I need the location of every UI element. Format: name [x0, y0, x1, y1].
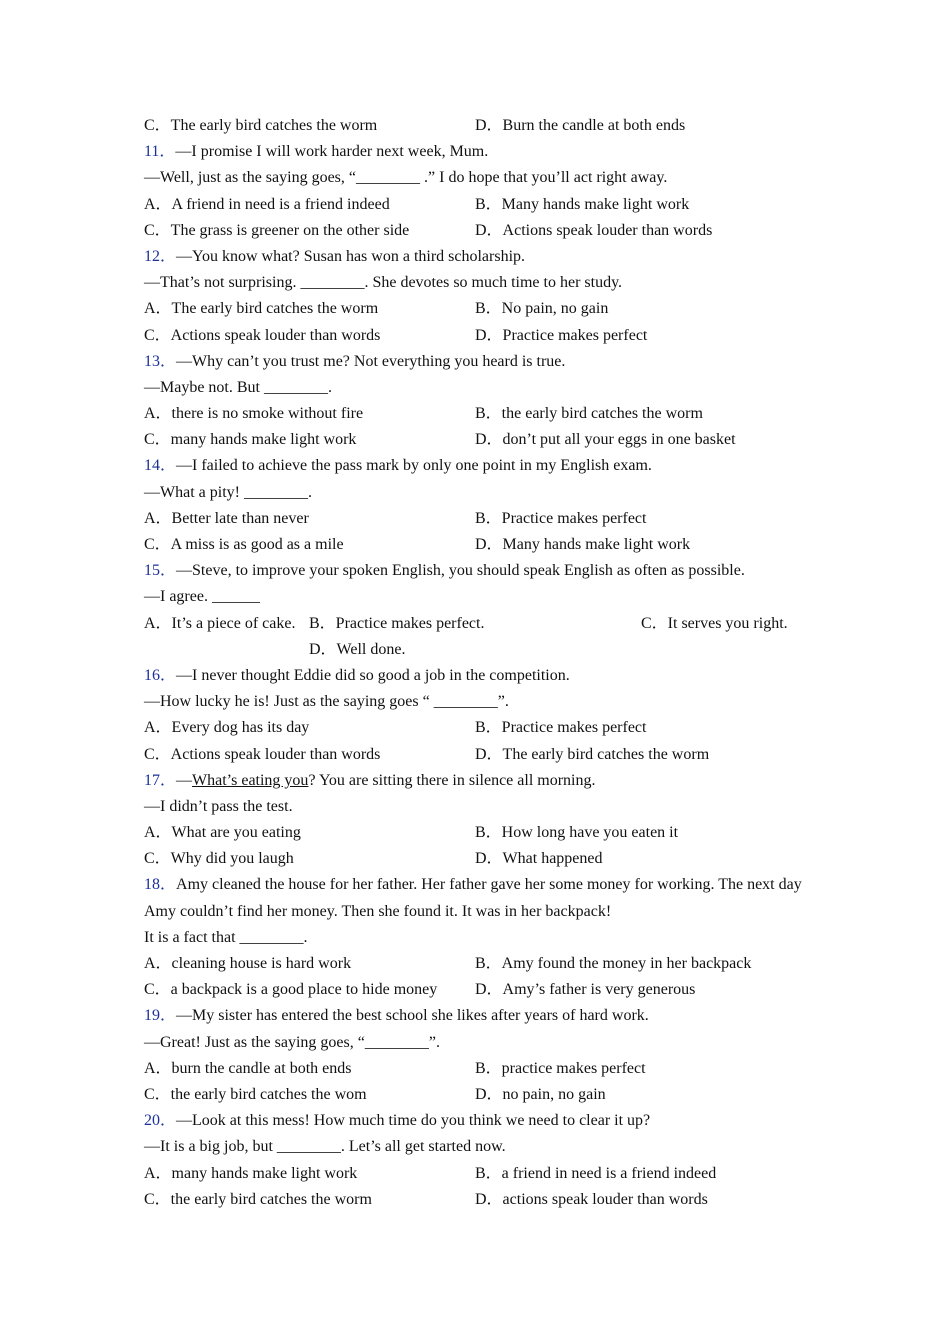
q16-number: 16．	[144, 666, 177, 684]
q15-option-a: A．It’s a piece of cake.	[144, 614, 296, 632]
q13-options-row-1	[144, 401, 824, 427]
q17-line2: —I didn’t pass the test.	[144, 797, 293, 815]
q16-option-b: B．Practice makes perfect	[475, 719, 647, 737]
q16-option-c: C．Actions speak louder than words	[144, 745, 381, 763]
q13-option-c: C．many hands make light work	[144, 431, 357, 449]
q13-number: 13．	[144, 352, 177, 370]
q18-option-a: A．cleaning house is hard work	[144, 955, 352, 973]
q15-option-b: B．Practice makes perfect.	[309, 614, 485, 632]
q15-option-d: D．Well done.	[309, 640, 406, 658]
q11-stem	[144, 139, 824, 165]
q19-number: 19．	[144, 1007, 177, 1025]
q20-option-c: C．the early bird catches the worm	[144, 1190, 372, 1208]
q20-option-a: A．many hands make light work	[144, 1164, 358, 1182]
q11-options-row-2	[144, 218, 824, 244]
q10-options-row-2	[144, 113, 824, 139]
q14-stem	[144, 453, 824, 479]
q13-option-b: B．the early bird catches the worm	[475, 405, 703, 423]
q20-option-d: D．actions speak louder than words	[475, 1190, 708, 1208]
q18-stem	[144, 872, 824, 924]
q11-line2: —Well, just as the saying goes, “________ .” I do hope that you’ll act right away.	[144, 169, 668, 187]
q19-line1: —My sister has entered the best school she likes after years of hard work.	[176, 1007, 649, 1025]
q15-number: 15．	[144, 562, 177, 580]
q17-option-c: C．Why did you laugh	[144, 850, 294, 868]
q18-options-row-2	[144, 977, 824, 1003]
q17-options-row-2	[144, 846, 824, 872]
q18-line1: Amy cleaned the house for her father. Her father gave her some money for working. The next day Amy couldn’t find her money. Then she found it. It was in her backpack!	[144, 876, 802, 920]
q20-options-row-1	[144, 1161, 824, 1187]
q19-options-row-1	[144, 1056, 824, 1082]
q13-options-row-2	[144, 427, 824, 453]
q19-option-c: C．the early bird catches the wom	[144, 1085, 367, 1103]
q15-stem	[144, 558, 824, 584]
q17-option-b: B．How long have you eaten it	[475, 824, 679, 842]
q18-options-row-1	[144, 951, 824, 977]
q10-option-c: C．The early bird catches the worm	[144, 117, 378, 134]
q11-options-row-1	[144, 192, 824, 218]
q10-option-d: D．Burn the candle at both ends	[475, 117, 686, 134]
q11-option-c: C．The grass is greener on the other side	[144, 221, 410, 239]
q14-option-b: B．Practice makes perfect	[475, 509, 647, 527]
q12-options-row-1	[144, 296, 824, 322]
q12-options-row-2	[144, 323, 824, 349]
q17-option-d: D．What happened	[475, 850, 603, 868]
q14-line1: —I failed to achieve the pass mark by only one point in my English exam.	[176, 457, 652, 475]
q12-option-b: B．No pain, no gain	[475, 300, 609, 318]
q18-number: 18．	[144, 876, 177, 894]
q13-option-a: A．there is no smoke without fire	[144, 405, 364, 423]
q12-number: 12．	[144, 247, 177, 265]
q13-stem	[144, 349, 824, 375]
q17-options-row-1	[144, 820, 824, 846]
q13-line2: —Maybe not. But ________.	[144, 378, 332, 396]
q11-number: 11．	[144, 143, 176, 161]
q20-options-row-2	[144, 1187, 824, 1213]
q15-option-c: C．It serves you right.	[641, 614, 788, 632]
q12-stem	[144, 244, 824, 270]
q15-line1: —Steve, to improve your spoken English, you should speak English as often as possible.	[176, 562, 745, 580]
q12-line2: —That’s not surprising. ________. She devotes so much time to her study.	[144, 274, 623, 292]
q16-options-row-1	[144, 715, 824, 741]
q16-line2: —How lucky he is! Just as the saying goes “ ________”.	[144, 693, 509, 711]
q18-line2: It is a fact that ________.	[144, 928, 308, 946]
q15-line2: —I agree. ______	[144, 588, 260, 606]
q19-stem	[144, 1003, 824, 1029]
q14-option-c: C．A miss is as good as a mile	[144, 536, 344, 553]
q12-option-a: A．The early bird catches the worm	[144, 300, 379, 318]
q13-line1: —Why can’t you trust me? Not everything you heard is true.	[176, 352, 566, 370]
q16-option-d: D．The early bird catches the worm	[475, 745, 710, 763]
q13-option-d: D．don’t put all your eggs in one basket	[475, 431, 736, 449]
q20-line1: —Look at this mess! How much time do you think we need to clear it up?	[176, 1112, 651, 1130]
q16-options-row-2	[144, 742, 824, 768]
q17-line1-post: ? You are sitting there in silence all morning.	[308, 771, 596, 789]
q17-line1-pre: —	[176, 771, 193, 789]
q12-option-c: C．Actions speak louder than words	[144, 326, 381, 344]
q14-options-row-2	[144, 532, 824, 558]
q17-option-a: A．What are you eating	[144, 824, 301, 842]
q11-line1: —I promise I will work harder next week, Mum.	[175, 143, 489, 161]
q17-stem	[144, 768, 824, 794]
q16-stem	[144, 663, 824, 689]
q16-line1: —I never thought Eddie did so good a job in the competition.	[176, 666, 570, 684]
q14-number: 14．	[144, 457, 177, 475]
q18-option-b: B．Amy found the money in her backpack	[475, 955, 752, 973]
q15-options-row-2	[144, 637, 824, 663]
q20-line2: —It is a big job, but ________. Let’s all get started now.	[144, 1138, 506, 1156]
q14-option-a: A．Better late than never	[144, 509, 309, 527]
q18-option-c: C．a backpack is a good place to hide money	[144, 981, 438, 999]
q15-options-row-1	[144, 611, 824, 637]
q20-number: 20．	[144, 1112, 177, 1130]
q19-line2: —Great! Just as the saying goes, “________”.	[144, 1033, 440, 1051]
q11-option-d: D．Actions speak louder than words	[475, 221, 713, 239]
q11-option-a: A．A friend in need is a friend indeed	[144, 195, 390, 213]
q17-number: 17．	[144, 771, 177, 789]
q19-option-b: B．practice makes perfect	[475, 1059, 646, 1077]
q14-option-d: D．Many hands make light work	[475, 536, 691, 553]
exam-page	[144, 113, 824, 1213]
q19-option-a: A．burn the candle at both ends	[144, 1059, 352, 1077]
q11-option-b: B．Many hands make light work	[475, 195, 690, 213]
q19-option-d: D．no pain, no gain	[475, 1085, 606, 1103]
q19-options-row-2	[144, 1082, 824, 1108]
q12-line1: —You know what? Susan has won a third scholarship.	[176, 247, 526, 265]
q20-stem	[144, 1108, 824, 1134]
q14-options-row-1	[144, 506, 824, 532]
q18-option-d: D．Amy’s father is very generous	[475, 981, 696, 999]
q16-option-a: A．Every dog has its day	[144, 719, 310, 737]
q12-option-d: D．Practice makes perfect	[475, 326, 648, 344]
q14-line2: —What a pity! ________.	[144, 483, 312, 501]
q20-option-b: B．a friend in need is a friend indeed	[475, 1164, 717, 1182]
q17-underlined-phrase: What’s eating you	[192, 771, 309, 789]
